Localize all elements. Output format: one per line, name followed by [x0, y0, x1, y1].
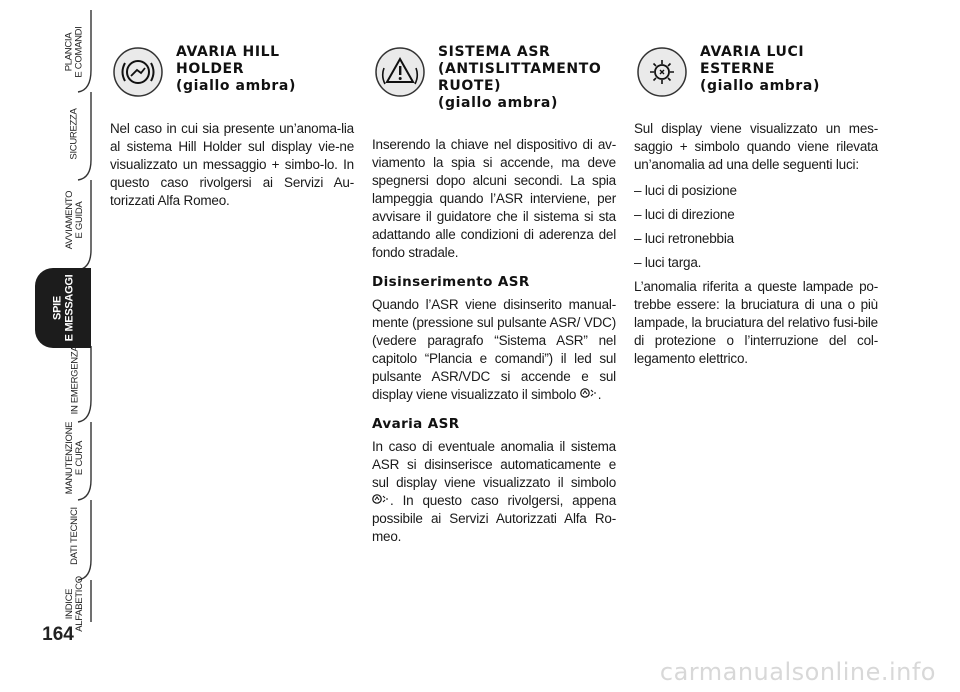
asr-off-symbol-icon [580, 387, 598, 399]
paragraph: L’anomalia riferita a queste lampade po-trebbe essere: la bruciatura di una o più lampade, la bruciatura del relativo fusi-bile di protezione o l’interruzione del col-legamento elettrico. [634, 279, 878, 366]
hill-holder-icon [112, 46, 164, 98]
paragraph: Sul display viene visualizzato un mes-saggio + simbolo quando viene rilevata un’anomalia ad una delle seguenti luci: [634, 121, 878, 172]
subheading-disinserimento: Disinserimento ASR [372, 274, 530, 290]
tab-spie-messaggi[interactable]: SPIE E MESSAGGI [35, 268, 91, 348]
chapter-tabs [0, 0, 100, 692]
section-title: AVARIA LUCI ESTERNE (giallo ambra) [700, 44, 820, 94]
tab-in-emergenza[interactable]: IN EMERGENZA [69, 345, 80, 415]
paragraph: Quando l’ASR viene disinserito manual-mente (pressione sul pulsante ASR/ VDC) (vedere paragrafo “Sistema ASR” nel capitolo “Plancia e comandi”) il led sul pulsante ASR/VDC si accende e sul display viene visualizzato il simbolo . [372, 297, 616, 402]
list-item: – luci di posizione [634, 183, 737, 198]
paragraph: Inserendo la chiave nel dispositivo di av-viamento la spia si accende, ma deve spegnersi dopo alcuni secondi. La spia lampeggia quando l’ASR interviene, per avvisare il guidatore che il sistema si sta adattando alle condizioni di aderenza del fondo stradale. [372, 137, 616, 260]
asr-off-symbol-icon [372, 493, 390, 505]
paragraph: Nel caso in cui sia presente un’anoma-lia al sistema Hill Holder sul display vie-ne visualizzato un messaggio + simbo-lo. In questo caso rivolgersi ai Servizi Au-torizzati Alfa Romeo. [110, 121, 354, 208]
light-list [634, 182, 878, 272]
page-number: 164 [42, 624, 74, 645]
section-luci-esterne [634, 40, 878, 376]
list-item: – luci di direzione [634, 207, 735, 222]
section-title: SISTEMA ASR (ANTISLITTAMENTO RUOTE) (giallo ambra) [438, 44, 602, 111]
tab-avviamento-guida[interactable]: AVVIAMENTO E GUIDA [64, 190, 86, 250]
section-asr [372, 40, 616, 554]
tab-manutenzione-cura[interactable]: MANUTENZIONE E CURA [64, 421, 85, 495]
tab-dati-tecnici[interactable]: DATI TECNICI [69, 507, 80, 565]
tab-sicurezza[interactable]: SICUREZZA [69, 108, 81, 160]
tab-indice-alfabetico[interactable]: INDICE ALFABETICO [64, 576, 86, 632]
asr-warning-icon [374, 46, 426, 98]
exterior-lights-icon [636, 46, 688, 98]
list-item: – luci targa. [634, 255, 702, 270]
section-hill-holder [110, 40, 354, 218]
subheading-avaria-asr: Avaria ASR [372, 416, 460, 432]
paragraph: In caso di eventuale anomalia il sistema ASR si disinserisce automaticamente e sul display viene visualizzato il simbolo . In questo caso rivolgersi, appena possibile ai Servizi Autorizzati Alfa Ro-meo. [372, 439, 616, 544]
watermark: carmanualsonline.info [659, 658, 936, 686]
list-item: – luci retronebbia [634, 231, 734, 246]
tab-plancia-comandi[interactable]: PLANCIA E COMANDI [64, 26, 86, 78]
section-title: AVARIA HILL HOLDER (giallo ambra) [176, 44, 296, 94]
